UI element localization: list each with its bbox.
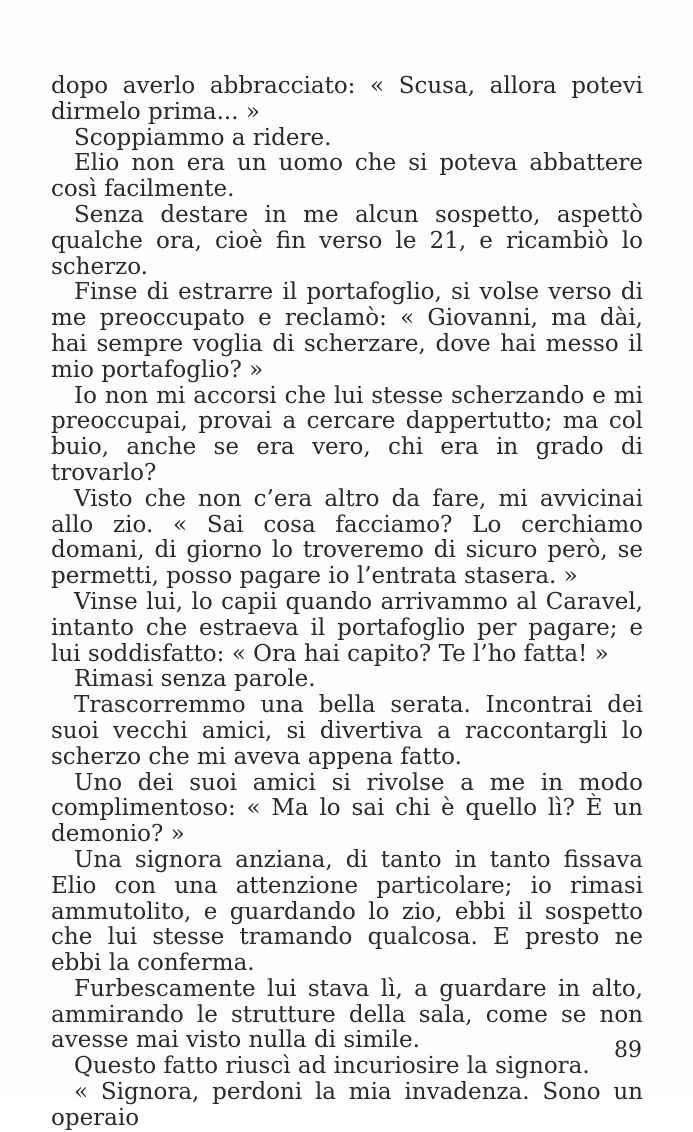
paragraph: Scoppiammo a ridere. (74, 124, 332, 151)
paragraph: Finse di estrarre il portafoglio, si volse verso di me preoccupato e reclamò: « Giovanni, ma dài, hai sempre voglia di scherzare, dove hai messo il mio portafoglio? » (51, 279, 643, 383)
page-number: 89 (614, 1038, 642, 1063)
paragraph: dopo averlo abbracciato: « Scusa, allora potevi dirmelo prima... » (51, 73, 643, 125)
body-text (51, 74, 643, 1132)
paragraph: Io non mi accorsi che lui stesse scherzando e mi preoccupai, provai a cercare dappertutto; ma col buio, anche se era vero, chi era in grado di trovarlo? (51, 382, 643, 486)
paragraph: Una signora anziana, di tanto in tanto fissava Elio con una attenzione particolare; io rimasi ammutolito, e guardando lo zio, ebbi il sospetto che lui stesse tramando qualcosa. E presto ne ebbi la conferma. (51, 846, 643, 977)
paragraph: Uno dei suoi amici si rivolse a me in modo complimentoso: « Ma lo sai chi è quello lì? È un demonio? » (51, 769, 643, 848)
paragraph: Elio non era un uomo che si poteva abbattere così facilmente. (51, 150, 643, 203)
paragraph: « Signora, perdoni la mia invadenza. Sono un operaio (51, 1079, 643, 1131)
paragraph: Visto che non c’era altro da fare, mi avvicinai allo zio. « Sai cosa facciamo? Lo cerchiamo domani, di giorno lo troveremo di sicuro però, se permetti, posso pagare io l’entrata stasera. » (51, 485, 643, 590)
paragraph: Vinse lui, lo capii quando arrivammo al Caravel, intanto che estraeva il portafoglio per pagare; e lui soddisfatto: « Ora hai capito? Te l’ho fatta! » (51, 588, 643, 667)
paragraph: Senza destare in me alcun sospetto, aspettò qualche ora, cioè fin verso le 21, e ricambiò lo scherzo. (51, 201, 643, 280)
paragraph: Questo fatto riuscì ad incuriosire la signora. (74, 1053, 590, 1080)
paragraph: Trascorremmo una bella serata. Incontrai dei suoi vecchi amici, si divertiva a raccontargli lo scherzo che mi aveva appena fatto. (51, 692, 643, 770)
paragraph: Furbescamente lui stava lì, a guardare in alto, ammirando le strutture della sala, come se non avesse mai visto nulla di simile. (51, 975, 643, 1054)
paragraph: Rimasi senza parole. (74, 666, 316, 693)
